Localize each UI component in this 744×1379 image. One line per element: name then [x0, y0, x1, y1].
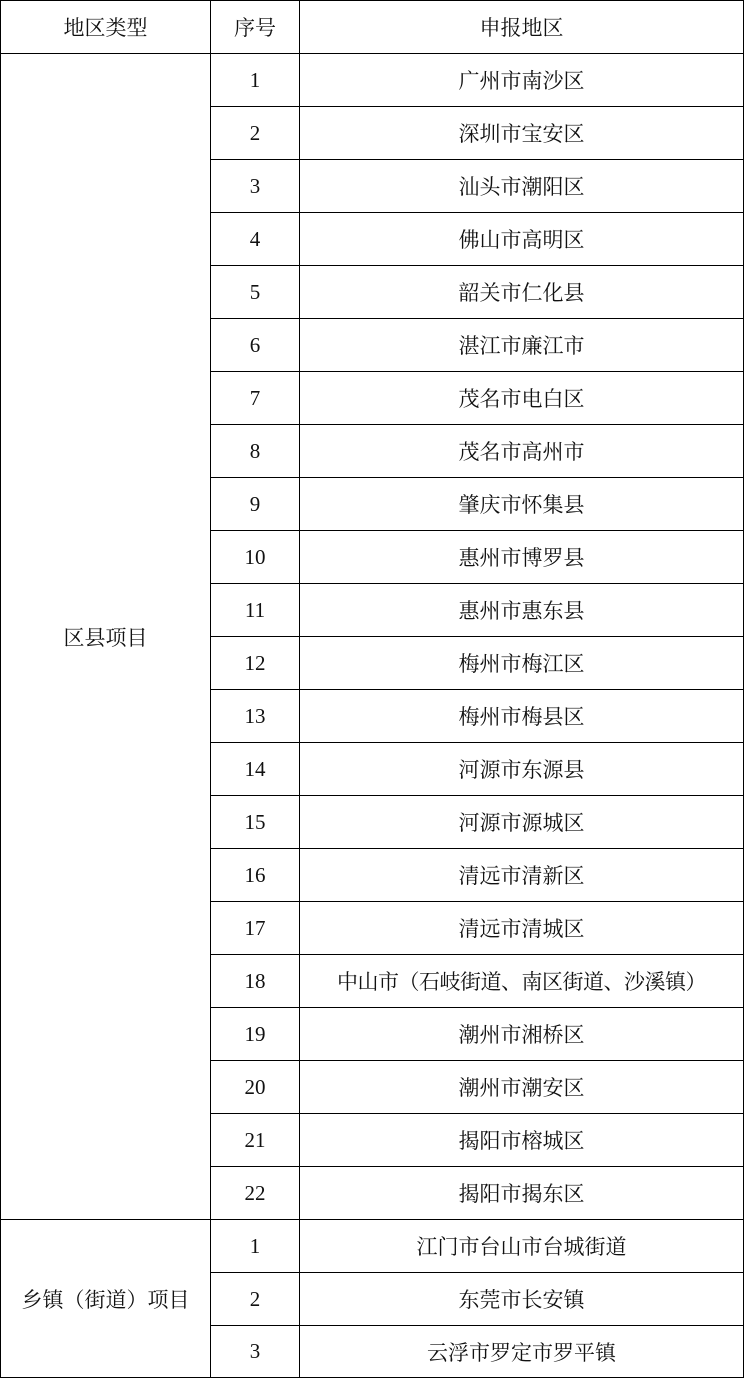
- header-region: 申报地区: [300, 1, 744, 54]
- region-cell: 茂名市电白区: [300, 372, 744, 425]
- index-cell: 1: [211, 54, 300, 107]
- index-cell: 21: [211, 1114, 300, 1167]
- region-cell: 佛山市高明区: [300, 213, 744, 266]
- region-cell: 东莞市长安镇: [300, 1273, 744, 1326]
- region-cell: 河源市源城区: [300, 796, 744, 849]
- table-row: [1, 1220, 744, 1273]
- region-cell: 惠州市博罗县: [300, 531, 744, 584]
- index-cell: 1: [211, 1220, 300, 1273]
- index-cell: 8: [211, 425, 300, 478]
- category-cell: 区县项目: [1, 54, 211, 1220]
- index-cell: 20: [211, 1061, 300, 1114]
- index-cell: 9: [211, 478, 300, 531]
- region-cell: 清远市清城区: [300, 902, 744, 955]
- index-cell: 2: [211, 1273, 300, 1326]
- index-cell: 10: [211, 531, 300, 584]
- region-cell: 梅州市梅县区: [300, 690, 744, 743]
- table-row: [1, 54, 744, 107]
- category-cell: 乡镇（街道）项目: [1, 1220, 211, 1378]
- region-cell: 肇庆市怀集县: [300, 478, 744, 531]
- header-index: 序号: [211, 1, 300, 54]
- index-cell: 17: [211, 902, 300, 955]
- index-cell: 18: [211, 955, 300, 1008]
- index-cell: 12: [211, 637, 300, 690]
- region-cell: 湛江市廉江市: [300, 319, 744, 372]
- index-cell: 14: [211, 743, 300, 796]
- index-cell: 22: [211, 1167, 300, 1220]
- region-cell: 广州市南沙区: [300, 54, 744, 107]
- index-cell: 2: [211, 107, 300, 160]
- header-category: 地区类型: [1, 1, 211, 54]
- region-cell: 韶关市仁化县: [300, 266, 744, 319]
- region-cell: 潮州市潮安区: [300, 1061, 744, 1114]
- region-cell: 河源市东源县: [300, 743, 744, 796]
- table-body: [1, 54, 744, 1378]
- region-cell: 深圳市宝安区: [300, 107, 744, 160]
- header-row: [1, 1, 744, 54]
- index-cell: 13: [211, 690, 300, 743]
- region-cell: 江门市台山市台城街道: [300, 1220, 744, 1273]
- region-cell: 云浮市罗定市罗平镇: [300, 1326, 744, 1378]
- index-cell: 7: [211, 372, 300, 425]
- index-cell: 6: [211, 319, 300, 372]
- region-cell: 揭阳市榕城区: [300, 1114, 744, 1167]
- index-cell: 11: [211, 584, 300, 637]
- index-cell: 3: [211, 1326, 300, 1378]
- region-cell: 茂名市高州市: [300, 425, 744, 478]
- index-cell: 5: [211, 266, 300, 319]
- region-cell: 潮州市湘桥区: [300, 1008, 744, 1061]
- index-cell: 16: [211, 849, 300, 902]
- index-cell: 3: [211, 160, 300, 213]
- region-cell: 揭阳市揭东区: [300, 1167, 744, 1220]
- index-cell: 4: [211, 213, 300, 266]
- index-cell: 19: [211, 1008, 300, 1061]
- region-cell: 中山市（石岐街道、南区街道、沙溪镇）: [300, 955, 744, 1008]
- region-cell: 清远市清新区: [300, 849, 744, 902]
- region-cell: 梅州市梅江区: [300, 637, 744, 690]
- index-cell: 15: [211, 796, 300, 849]
- region-cell: 汕头市潮阳区: [300, 160, 744, 213]
- region-cell: 惠州市惠东县: [300, 584, 744, 637]
